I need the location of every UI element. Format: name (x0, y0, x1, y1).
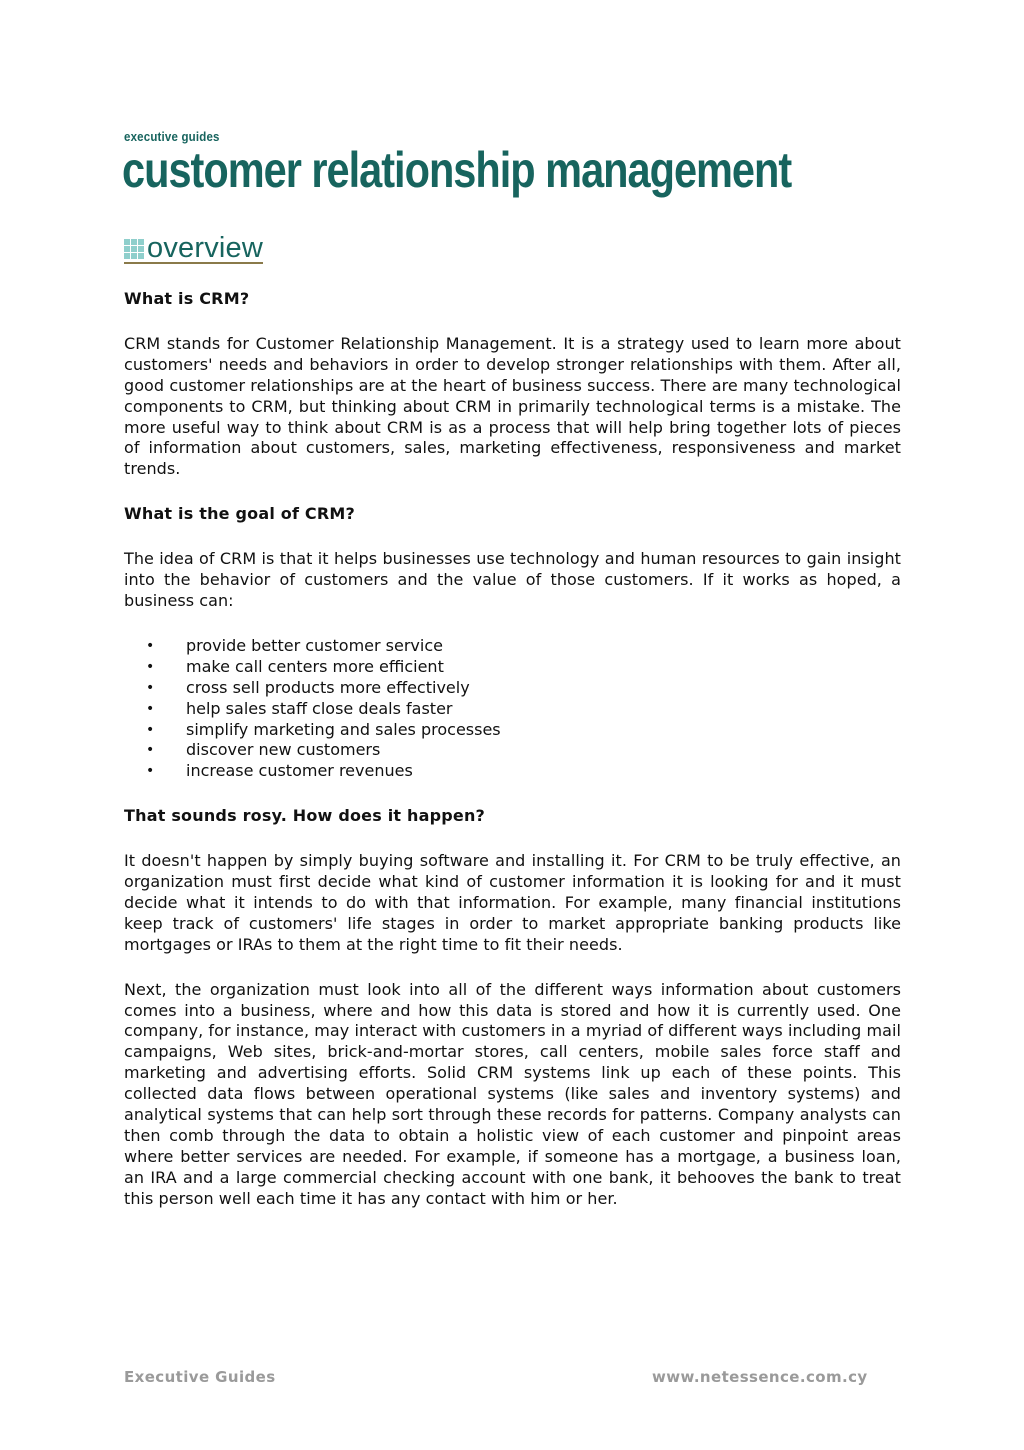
list-item: • provide better customer service (124, 636, 901, 657)
list-item: • simplify marketing and sales processes (124, 720, 901, 741)
paragraph: CRM stands for Customer Relationship Management. It is a strategy used to learn more about customers' needs and behaviors in order to develop stronger relationships with them. After all, good customer relationships are at the heart of business success. There are many technological components to CRM, but thinking about CRM in primarily technological terms is a mistake. The more useful way to think about CRM is as a process that will help bring together lots of pieces of information about customers, sales, marketing effectiveness, responsiveness and market trends. (124, 333, 901, 479)
list-item: • help sales staff close deals faster (124, 699, 901, 720)
section-heading: What is CRM? (124, 289, 250, 308)
section-tag-label: overview (147, 231, 264, 264)
list-item: • make call centers more efficient (124, 657, 901, 678)
goals-list (124, 636, 901, 782)
footer-left: Executive Guides (124, 1368, 276, 1386)
section-heading: What is the goal of CRM? (124, 504, 355, 524)
document-body (124, 289, 901, 1234)
paragraph: Next, the organization must look into all of the different ways information about customers comes into a business, where and how this data is stored and how it is currently used. One company, for instance, may interact with customers in a myriad of different ways including mail campaigns, Web sites, brick-and-mortar stores, call centers, mobile sales force staff and marketing and advertising efforts. Solid CRM systems link up each of these points. This collected data flows between operational systems (like sales and inventory systems) and analytical systems that can help sort through these records for patterns. Company analysts can then comb through the data to obtain a holistic view of each customer and pinpoint areas where better services are needed. For example, if someone has a mortgage, a business loan, an IRA and a large commercial checking account with one bank, it behooves the bank to treat this person well each time it has any contact with him or her. (124, 979, 901, 1208)
paragraph: It doesn't happen by simply buying software and installing it. For CRM to be truly effective, an organization must first decide what kind of customer information it is looking for and it must decide what it intends to do with that information. For example, many financial institutions keep track of customers' life stages in order to market appropriate banking products like mortgages or IRAs to them at the right time to fit their needs. (124, 851, 901, 954)
list-item: • cross sell products more effectively (124, 678, 901, 699)
grid-icon (124, 239, 144, 259)
document-title: customer relationship management (122, 142, 792, 198)
brand-kicker: executive guides (124, 130, 220, 144)
section-tag-overview (124, 231, 264, 264)
list-item: • discover new customers (124, 740, 901, 761)
list-item: • increase customer revenues (124, 761, 901, 782)
footer-url: www.netessence.com.cy (652, 1368, 868, 1386)
paragraph: The idea of CRM is that it helps businesses use technology and human resources to gain insight into the behavior of customers and the value of those customers. If it works as hoped, a business can: (124, 549, 901, 610)
section-heading: That sounds rosy. How does it happen? (124, 806, 486, 826)
